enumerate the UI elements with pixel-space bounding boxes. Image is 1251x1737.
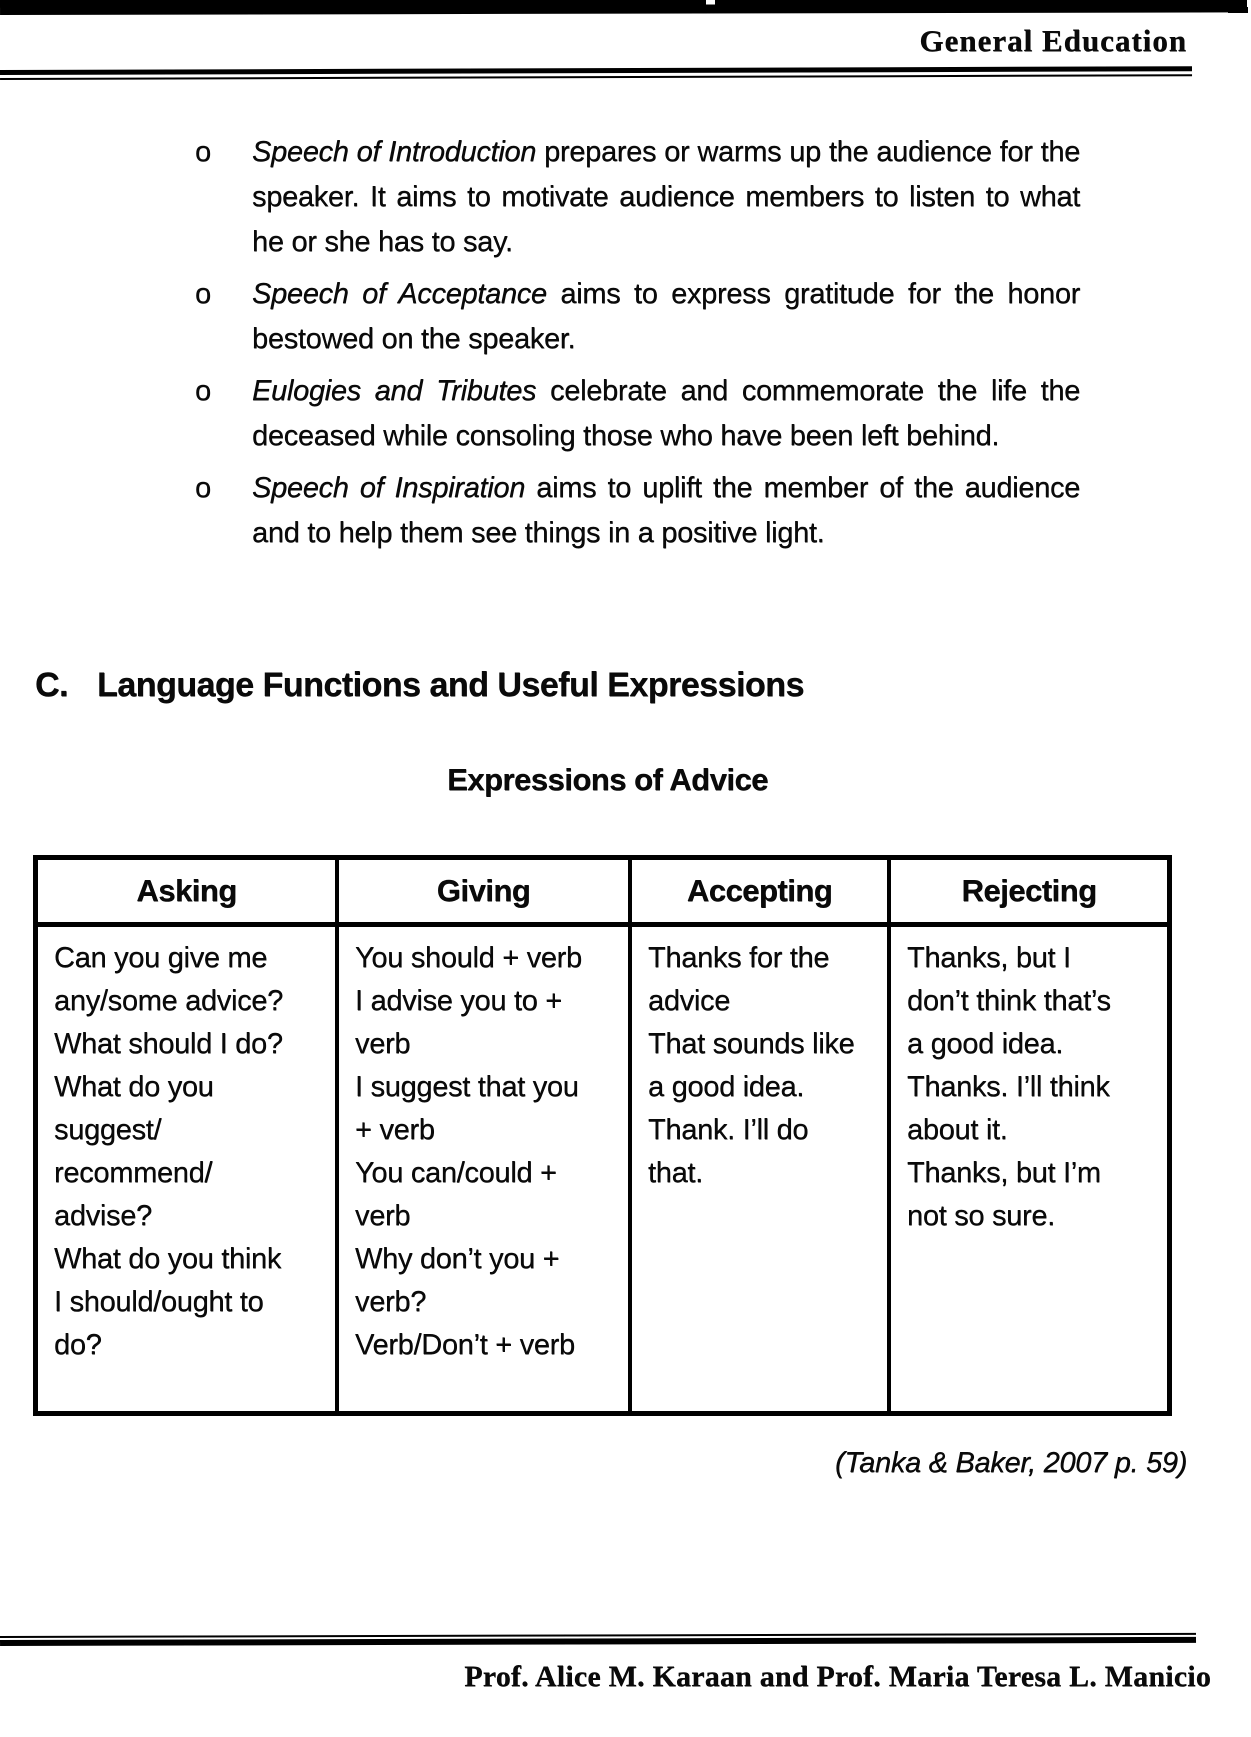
cell-giving: You should + verb I advise you to + verb I suggest that you + verb You can/could + verb Why don’t you + verb? Verb/Don’t + verb — [339, 927, 632, 1411]
footer-rule — [0, 1633, 1196, 1650]
advice-table — [33, 855, 1172, 1416]
list-item — [195, 130, 1080, 265]
section-heading — [35, 666, 804, 705]
scan-bar-notch — [706, 0, 715, 5]
list-item — [195, 466, 1080, 556]
column-header-accepting: Accepting — [632, 860, 891, 927]
bullet-term: Speech of Inspiration — [252, 472, 526, 504]
top-scan-bar — [0, 0, 1247, 15]
speech-types-list — [195, 130, 1080, 563]
bullet-marker: o — [195, 278, 211, 310]
bullet-text — [252, 369, 1080, 459]
list-item — [195, 272, 1080, 362]
scan-bar-dash — [1228, 7, 1248, 13]
bullet-text — [252, 272, 1080, 362]
section-title: Language Functions and Useful Expressions — [97, 666, 804, 704]
footer-authors: Prof. Alice M. Karaan and Prof. Maria Teresa L. Manicio — [464, 1660, 1211, 1693]
cell-accepting: Thanks for the advice That sounds like a good idea. Thank. I’ll do that. — [632, 927, 891, 1411]
bullet-rest: aims to express gratitude for the honor bestowed on the speaker. — [252, 278, 1081, 355]
citation: (Tanka & Baker, 2007 p. 59) — [835, 1447, 1187, 1479]
header-rule-thick — [0, 66, 1192, 75]
bullet-marker: o — [195, 136, 211, 168]
section-number: C. — [35, 666, 68, 704]
bullet-rest: prepares or warms up the audience for the speaker. It aims to motivate audience members to listen to what he or she has to say. — [252, 136, 1080, 258]
bullet-marker: o — [195, 472, 211, 504]
header-rule-thin — [0, 74, 1192, 80]
bullet-text — [252, 130, 1080, 265]
bullet-term: Eulogies and Tributes — [252, 375, 537, 407]
page-header-title: General Education — [919, 23, 1187, 58]
column-header-giving: Giving — [339, 860, 632, 927]
list-item — [195, 369, 1080, 459]
cell-asking: Can you give me any/some advice? What should I do? What do you suggest/ recommend/ advise? What do you think I should/ought to do? — [38, 927, 339, 1411]
column-header-rejecting: Rejecting — [891, 860, 1167, 927]
bullet-rest: celebrate and commemorate the life the deceased while consoling those who have been left behind. — [252, 375, 1081, 452]
bullet-marker: o — [195, 375, 211, 407]
bullet-term: Speech of Introduction — [252, 136, 537, 168]
bullet-text — [252, 466, 1080, 556]
footer-rule-thick — [0, 1637, 1196, 1646]
column-header-asking: Asking — [38, 860, 339, 927]
header-rule — [0, 66, 1192, 84]
bullet-rest: aims to uplift the member of the audience and to help them see things in a positive light. — [252, 472, 1080, 549]
table-title: Expressions of Advice — [447, 762, 768, 797]
bullet-term: Speech of Acceptance — [252, 278, 547, 310]
cell-rejecting: Thanks, but I don’t think that’s a good idea. Thanks. I’ll think about it. Thanks, but I’m not so sure. — [907, 942, 1111, 1232]
